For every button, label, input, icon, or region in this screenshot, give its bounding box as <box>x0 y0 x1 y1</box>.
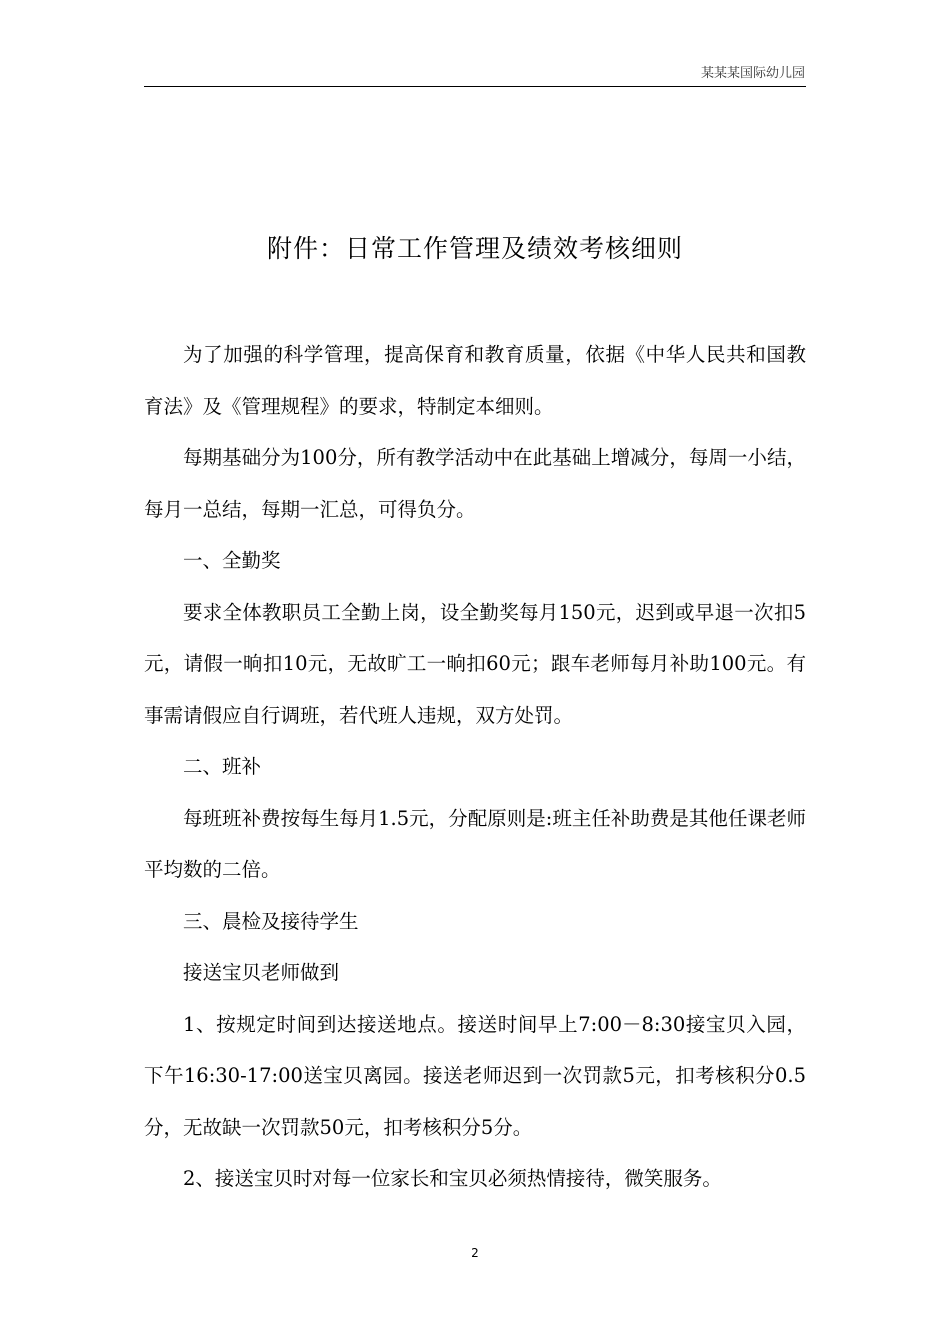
list-item-pickup-time: 1、按规定时间到达接送地点。接送时间早上7:00－8:30接宝贝入园，下午16:30-17:00送宝贝离园。接送老师迟到一次罚款5元，扣考核积分0.5分，无故缺一次罚款50元，扣考核积分5分。 <box>144 1012 806 1139</box>
header-rule <box>144 86 806 87</box>
document-title: 附件：日常工作管理及绩效考核细则 <box>266 234 683 263</box>
list-item-pickup-service: 2、接送宝贝时对每一位家长和宝贝必须热情接待，微笑服务。 <box>183 1167 722 1190</box>
section-heading-morning-check: 三、晨检及接待学生 <box>183 909 359 933</box>
paragraph-base-score: 每期基础分为100分，所有教学活动中在此基础上增减分，每周一小结，每月一总结，每期一汇总，可得负分。 <box>144 446 806 521</box>
section-heading-attendance: 一、全勤奖 <box>183 549 281 572</box>
page-number: 2 <box>471 1246 479 1260</box>
document-body <box>144 329 806 1205</box>
header-org-name: 某某某国际幼儿园 <box>700 66 805 81</box>
paragraph-class-subsidy: 每班班补费按每生每月1.5元，分配原则是:班主任补助费是其他任课老师平均数的二倍。 <box>144 806 806 881</box>
paragraph-attendance: 要求全体教职员工全勤上岗，设全勤奖每月150元，迟到或早退一次扣5元，请假一晌扣10元，无故旷工一晌扣60元；跟车老师每月补助100元。有事需请假应自行调班，若代班人违规，双方处罚。 <box>144 600 806 727</box>
paragraph-pickup-intro: 接送宝贝老师做到 <box>183 961 340 984</box>
section-heading-class-subsidy: 二、班补 <box>183 755 262 778</box>
paragraph-intro: 为了加强的科学管理，提高保育和教育质量，依据《中华人民共和国教育法》及《管理规程》的要求，特制定本细则。 <box>144 343 806 418</box>
